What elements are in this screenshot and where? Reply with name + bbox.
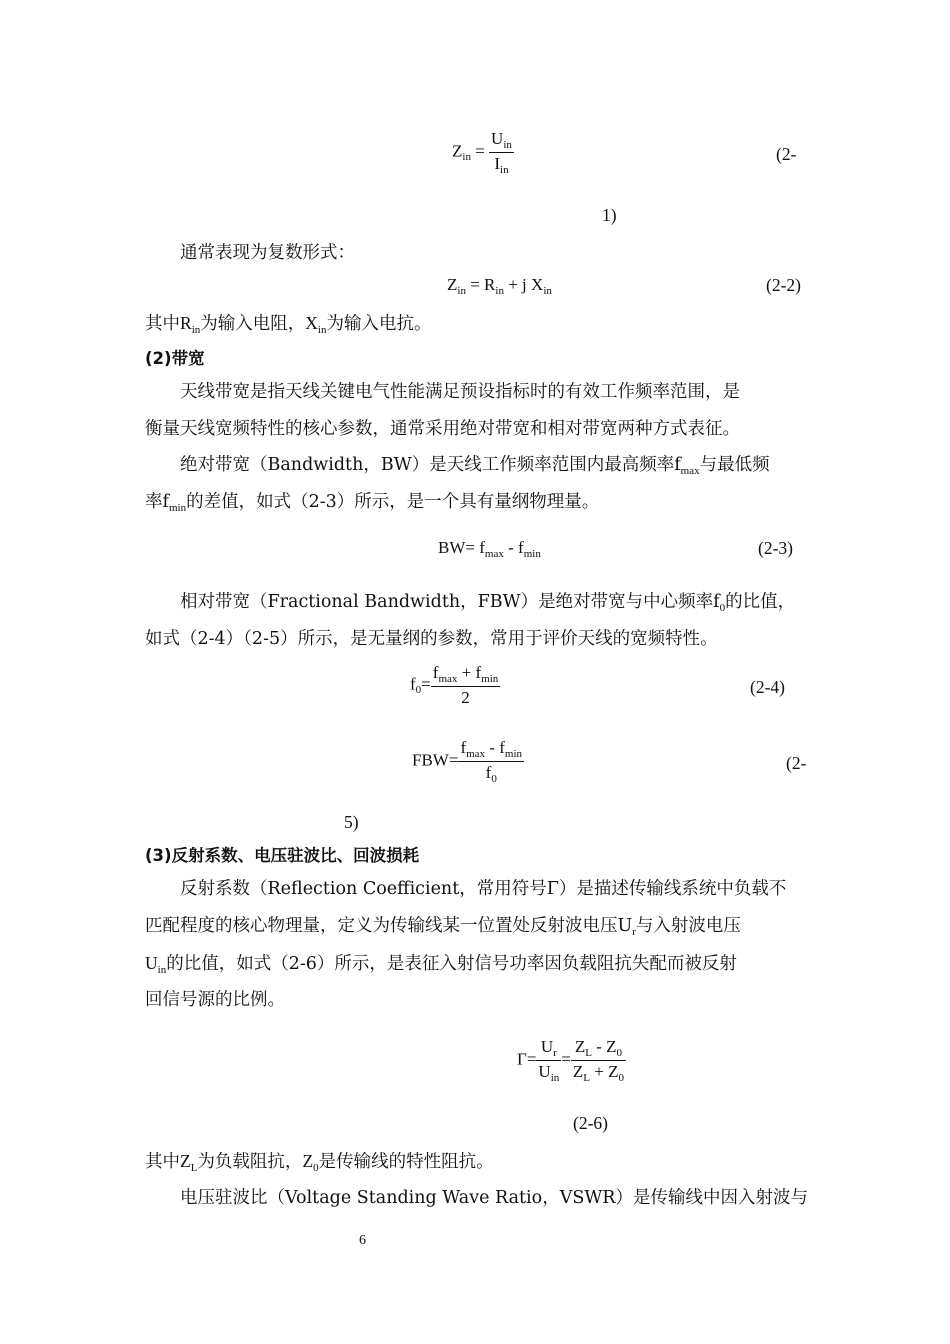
paragraph-bandwidth-definition: 天线带宽是指天线关键电气性能满足预设指标时的有效工作频率范围，是 衡量天线宽频特性的核心参数，通常采用绝对带宽和相对带宽两种方式表征。 [145, 382, 740, 439]
paragraph-load-impedance: 其中$Z_L$为负载阻抗，$Z_0$是传输线的特性阻抗。 [145, 1151, 494, 1174]
equation-2-6: Γ= $\frac{U_r}{U_{in}}$ = $\frac{Z_L - Z_0}{Z_L + Z_0}$ [517, 1037, 624, 1084]
equation-2-2: $Z_{in} = R_{in} + j$ $X_{in}$ [447, 275, 552, 297]
paragraph-vswr: 电压驻波比（Voltage Standing Wave Ratio，VSWR）是传输线中因入射波与 [180, 1188, 808, 1208]
page-number: 6 [359, 1233, 366, 1248]
equation-number-2-1a: (2- [776, 144, 797, 164]
paragraph-fractional-bandwidth: 相对带宽（Fractional Bandwidth，FBW）是绝对带宽与中心频率$f_0$的比值， 如式（2-4）（2-5）所示，是无量纲的参数，常用于评价天线的宽频特性。 [145, 592, 796, 649]
equation-number-2-5a: (2- [786, 753, 807, 773]
equation-number-2-4: (2-4) [750, 677, 785, 697]
equation-2-5: FBW= $\frac{f_{max} - f_{min}}{f_0}$ [412, 738, 523, 785]
section-heading-bandwidth: (2)带宽 [145, 349, 205, 368]
equation-2-1: $Z_{in}$ = $\frac{U_{in}}{I_{in}}$ [452, 129, 512, 176]
paragraph-absolute-bandwidth: 绝对带宽（Bandwidth，BW）是天线工作频率范围内最高频率$f_{max}$与最低频 率$f_{min}$的差值，如式（2-3）所示，是一个具有量纲物理量。 [145, 455, 770, 514]
equation-2-3: $BW= f_{max} - f_{min}$ [438, 538, 541, 560]
equation-2-4: $f_0=$ $\frac{f_{max} + f_{min}}{2}$ [410, 663, 499, 707]
paragraph-resistance-reactance: 其中$R_{in}$为输入电阻，$X_{in}$为输入电抗。 [145, 313, 432, 336]
equation-number-2-6: (2-6) [573, 1113, 608, 1133]
section-heading-reflection: (3)反射系数、电压驻波比、回波损耗 [145, 846, 420, 865]
paragraph-reflection-coefficient: 反射系数（Reflection Coefficient，常用符号Γ）是描述传输线系统中负载不 匹配程度的核心物理量，定义为传输线某一位置处反射波电压$U_r$与入射波电压 $U_{in}$的比值，如式（2-6）所示，是表征入射信号功率因负载阻抗失配而被反射 回信号源的比例。 [145, 879, 787, 1010]
equation-number-2-1b: 1) [602, 205, 617, 225]
equation-number-2-2: (2-2) [766, 275, 801, 295]
paragraph-complex-form: 通常表现为复数形式： [180, 243, 355, 263]
equation-number-2-3: (2-3) [758, 538, 793, 558]
equation-number-2-5b: 5) [344, 812, 359, 832]
